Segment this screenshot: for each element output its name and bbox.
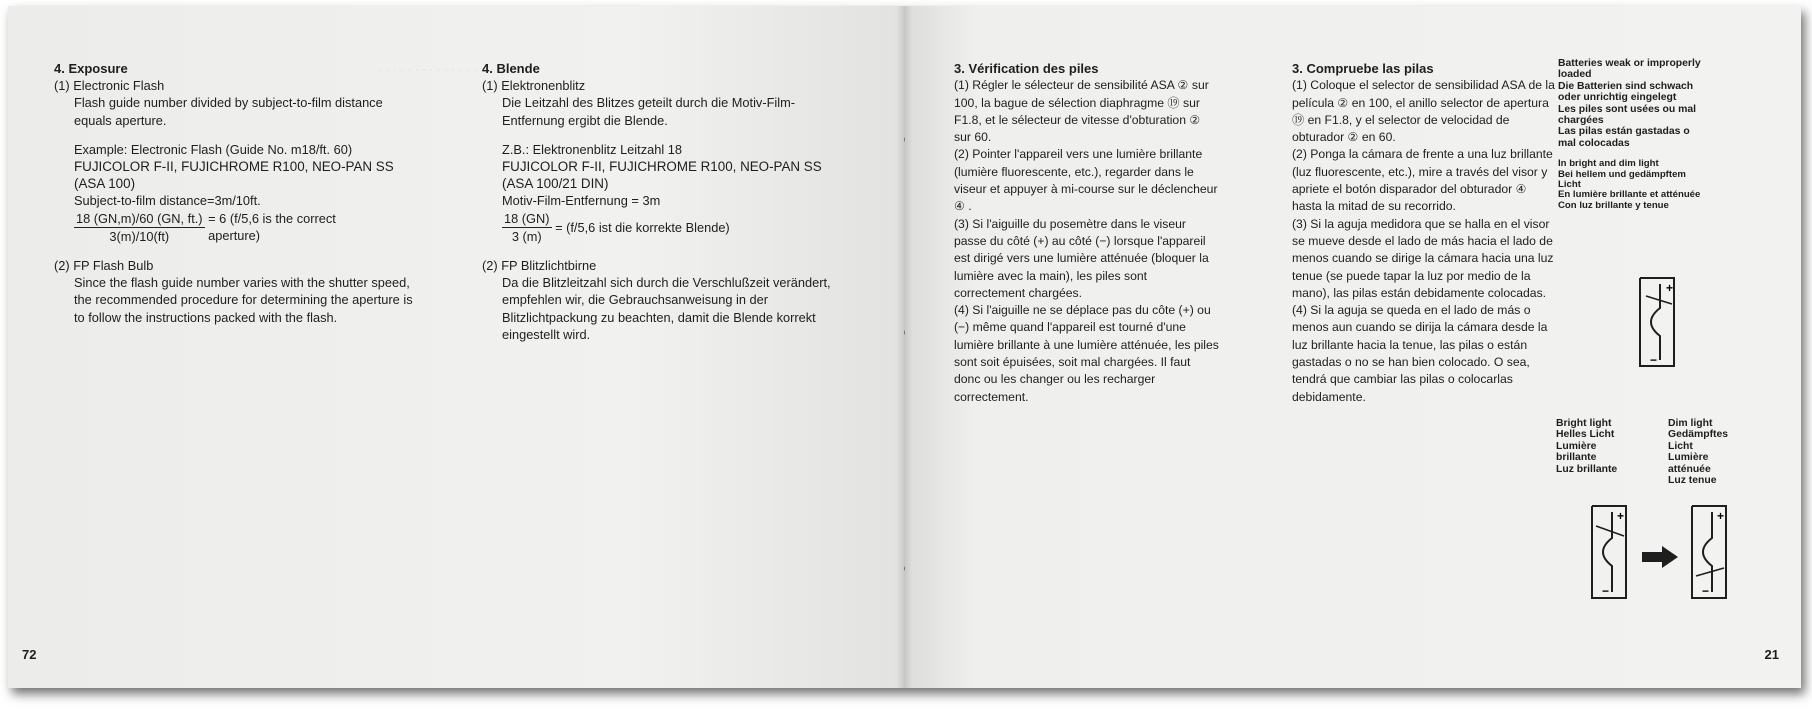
page-number: 21	[1764, 647, 1779, 662]
book-spread	[8, 6, 1801, 688]
plus-label: +	[1617, 509, 1625, 523]
item-title: (1) Elektronenblitz	[482, 78, 586, 94]
item-text: Da die Blitzleitzahl sich durch die Verschlußzeit verändert, empfehlen wir, die Gebrauchsanweisung in der Blitzlichtpackung zu beachten, damit die Blende korrekt eingestellt wird.	[502, 275, 831, 342]
sidebar-captions	[1558, 58, 1708, 211]
plus-label: +	[1717, 509, 1725, 523]
formula-denominator: 3(m)/10(ft)	[109, 228, 170, 244]
formula-result: = 6 (f/5,6 is the correct aperture)	[208, 211, 336, 244]
list-item: (3) Si la aguja medidora que se halla en el visor se mueve desde el lado de más hacia el lado de menos cuando se dirige la cámara hacia una luz tenue (se puede tapar la luz por medio de la mano), las pilas están debidamente colocadas.	[1292, 216, 1554, 300]
minus-label: −	[1602, 584, 1610, 598]
caption-weak-fr: Les piles sont usées ou mal chargées	[1558, 103, 1697, 127]
right-arrow-icon	[1640, 544, 1680, 570]
left-page	[8, 6, 904, 688]
bright-label-es: Luz brillante	[1556, 463, 1618, 475]
plus-label: +	[1666, 281, 1674, 295]
caption-bright-dim-es: Con luz brillante y tenue	[1558, 199, 1669, 211]
dim-label-fr: Lumière atténuée	[1668, 452, 1711, 475]
meter-needle-track	[1603, 512, 1612, 592]
list-item: (2) Pointer l'appareil vers une lumière brillante (lumière fluorescente, etc.), regarder dans le viseur et appuyer à mi-course sur le déclencheur ④ .	[954, 147, 1218, 214]
distance-text: Subject-to-film distance=3m/10ft.	[74, 193, 261, 209]
list-item: (4) Si l'aiguille ne se déplace pas du côte (+) ou (−) même quand l'appareil est tourné d'une lumière brillante à une lumière atténuée, les piles sont soit épuisées, soit mal chargées. Il faut donc ou les changer ou les recharger correctement.	[954, 303, 1219, 404]
page-number: 72	[22, 647, 37, 662]
dim-label-es: Luz tenue	[1668, 475, 1717, 487]
meter-needle-track	[1703, 512, 1712, 592]
meter-needle	[1596, 526, 1624, 536]
bleed-through-text: · · · · · · · · · · · · · ·	[378, 62, 478, 76]
caption-weak-en: Batteries weak or improperly loaded	[1558, 58, 1701, 81]
meter-needle-diagram	[1632, 274, 1682, 370]
meter-needle-track	[1651, 284, 1660, 360]
distance-text: Motiv-Film-Entfernung = 3m	[502, 193, 661, 209]
right-page	[904, 6, 1801, 688]
exposure-section-en	[54, 60, 422, 326]
film-list: FUJICOLOR F-II, FUJICHROME R100, NEO-PAN SS (ASA 100/21 DIN)	[502, 159, 822, 192]
dim-label-de: Gedämpftes Licht	[1668, 429, 1729, 452]
caption-weak-es: Las pilas están gastadas o mal colocadas	[1558, 126, 1690, 149]
list-item: (3) Si l'aiguille du posemètre dans le viseur passe du côté (+) au côté (−) lorsque l'appareil est dirigé vers une lumière atténuée (bloquer la lumière avec la main), les piles sont correctement chargées.	[954, 216, 1209, 300]
formula-numerator: 18 (GN)	[502, 210, 552, 228]
list-item: (4) Si la aguja se queda en el lado de más o menos aun cuando se dirija la cámara desde la luz brillante hacia la tenue, las pilas o están gastadas o no se han bien colocado. O sea, tendrá que cambiar las pilas o colocarlas debidamente.	[1292, 303, 1548, 404]
example-text: Z.B.: Elektronenblitz Leitzahl 18	[502, 141, 682, 157]
formula-denominator: 3 (m)	[511, 228, 542, 244]
list-item: (1) Coloque el selector de sensibilidad ASA de la película ② en 100, el anillo selector de apertura ⑲ en F1.8, y el selector de velocidad de obturador ② en 60.	[1292, 78, 1555, 145]
bright-label-de: Helles Licht	[1556, 429, 1615, 441]
item-text: Since the flash guide number varies with the shutter speed, the recommended procedure for determining the aperture is to follow the instructions packed with the flash.	[74, 275, 413, 325]
caption-weak-de: Die Batterien sind schwach oder unrichtig eingelegt	[1558, 80, 1694, 104]
item-text: Die Leitzahl des Blitzes geteilt durch die Motiv-Film-Entfernung ergibt die Blende.	[502, 95, 796, 128]
item-title: (1) Electronic Flash	[54, 78, 165, 94]
formula	[482, 210, 852, 245]
section-heading: 4. Exposure	[54, 61, 128, 76]
bright-light-labels	[1556, 418, 1638, 475]
meter-dim-diagram	[1684, 502, 1734, 602]
book-gutter	[896, 6, 912, 688]
formula	[54, 210, 422, 245]
dim-label-en: Dim light	[1668, 418, 1713, 429]
caption-bright-dim-en: In bright and dim light	[1558, 158, 1659, 170]
formula-result: = (f/5,6 ist die korrekte Blende)	[555, 219, 730, 235]
section-heading: 3. Vérification des piles	[954, 61, 1099, 76]
caption-bright-dim-de: Bei hellem und gedämpftem Licht	[1558, 168, 1686, 191]
item-title: (2) FP Flash Bulb	[54, 258, 154, 274]
dim-light-labels	[1668, 418, 1738, 486]
section-heading: 3. Compruebe las pilas	[1292, 61, 1434, 76]
minus-label: −	[1702, 584, 1710, 598]
minus-label: −	[1650, 353, 1658, 367]
bright-label-en: Bright light	[1556, 418, 1612, 429]
list-item: (2) Ponga la cámara de frente a una luz brillante (luz fluorescente, etc.), mire a través del visor y apriete el botón disparador del obturador ④ hasta la mitad de su recorrido.	[1292, 147, 1553, 214]
item-text: Flash guide number divided by subject-to-film distance equals aperture.	[74, 95, 383, 128]
caption-bright-dim-fr: En lumière brillante et atténuée	[1558, 189, 1701, 201]
formula-fraction	[74, 210, 205, 245]
battery-check-es	[1292, 60, 1556, 406]
formula-numerator: 18 (GN,m)/60 (GN, ft.)	[74, 210, 205, 228]
example-text: Example: Electronic Flash (Guide No. m18/ft. 60)	[74, 141, 353, 157]
section-heading: 4. Blende	[482, 61, 540, 76]
meter-needle	[1696, 568, 1724, 576]
bright-label-fr: Lumière brillante	[1556, 440, 1597, 464]
exposure-section-de	[482, 60, 852, 343]
meter-bright-diagram	[1584, 502, 1634, 602]
film-list: FUJICOLOR F-II, FUJICHROME R100, NEO-PAN SS (ASA 100)	[74, 159, 394, 192]
item-title: (2) FP Blitzlichtbirne	[482, 258, 597, 274]
list-item: (1) Régler le sélecteur de sensibilité ASA ② sur 100, la bague de sélection diaphragme ⑲ sur F1.8, et le sélecteur de vitesse d'obturation ② sur 60.	[954, 78, 1209, 145]
battery-check-fr	[954, 60, 1219, 406]
formula-fraction	[502, 210, 552, 245]
